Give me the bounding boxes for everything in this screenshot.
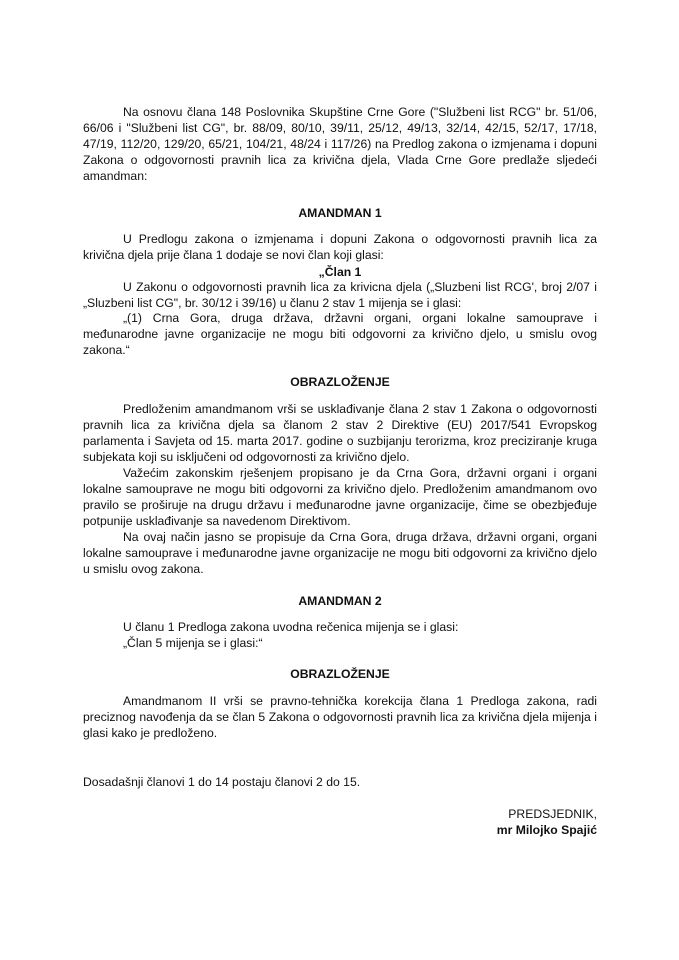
explanation-2-paragraph-1: Amandmanom II vrši se pravno-tehnička korekcija člana 1 Predloga zakona, radi preciznog navođenja da se član 5 Zakona o odgovornosti pravnih lica za krivična djela mijenja i glasi kako je predloženo. <box>83 694 597 740</box>
explanation-1-paragraph-1: Predloženim amandmanom vrši se usklađivanje člana 2 stav 1 Zakona o odgovornosti pravnih lica za krivična djela sa članom 2 stav 2 Direktive (EU) 2017/541 Evropskog parlamenta i Savjeta od 15. marta 2017. godine o suzbijanju terorizma, kroz preciziranje kruga subjekata koji su isključeni od odgovornosti za krivično djelo. <box>83 402 597 464</box>
explanation-1-paragraph-2: Važećim zakonskim rješenjem propisano je da Crna Gora, državni organi i organi lokalne samouprave ne mogu biti odgovorni za krivično djelo. Predloženim amandmanom ovo pravilo se proširuje na drugu državu i međunarodne javne organizacije, čime se obezbjeđuje potpunije usklađivanje sa navedenom Direktivom. <box>83 466 597 528</box>
amendment-1-title: AMANDMAN 1 <box>298 206 382 220</box>
intro-paragraph: Na osnovu člana 148 Poslovnika Skupštine Crne Gore ("Službeni list RCG" br. 51/06, 66/06 i "Službeni list CG", br. 88/09, 80/10, 39/11, 25/12, 49/13, 32/14, 42/15, 52/17, 17/18, 47/19, 112/20, 129/20, 65/21, 104/21, 48/24 i 117/26) na Predlog zakona o izmjenama i dopuni Zakona o odgovornosti pravnih lica za krivična djela, Vlada Crne Gore predlaže sljedeći amandman: <box>83 105 597 183</box>
explanation-2-title: OBRAZLOŽENJE <box>290 667 390 681</box>
amendment-2-title: AMANDMAN 2 <box>298 594 382 608</box>
article-1-heading: „Član 1 <box>318 265 362 279</box>
signature-role: PREDSJEDNIK, <box>508 807 597 821</box>
explanation-1-title: OBRAZLOŽENJE <box>290 375 390 389</box>
amendment-2-paragraph-2: „Član 5 mijenja se i glasi:“ <box>123 636 263 650</box>
amendment-2-paragraph-1: U članu 1 Predloga zakona uvodna rečenica mijenja se i glasi: <box>123 620 459 634</box>
amendment-1-paragraph-2: U Zakonu o odgovornosti pravnih lica za krivicna djela („Sluzbeni list RCG', broj 2/07 i „Sluzbeni list CG", br. 30/12 i 39/16) u članu 2 stav 1 mijenja se i glasi: <box>83 280 597 310</box>
explanation-1-paragraph-3: Na ovaj način jasno se propisuje da Crna Gora, druga država, državni organi, organi lokalne samouprave i međunarodne javne organizacije ne mogu biti odgovorni za krivično djelo u smislu ovog zakona. <box>83 530 597 576</box>
signature-name: mr Milojko Spajić <box>496 823 597 837</box>
amendment-1-quoted-text: „(1) Crna Gora, druga država, državni organi, organi lokalne samouprave i međunarodne javne organizacije ne mogu biti odgovorni za krivično djelo, u smislu ovog zakona.“ <box>83 311 597 357</box>
closing-paragraph: Dosadašnji članovi 1 do 14 postaju članovi 2 do 15. <box>83 775 361 789</box>
amendment-1-paragraph-1: U Predlogu zakona o izmjenama i dopuni Zakona o odgovornosti pravnih lica za krivična djela prije člana 1 dodaje se novi član koji glasi: <box>83 232 597 262</box>
